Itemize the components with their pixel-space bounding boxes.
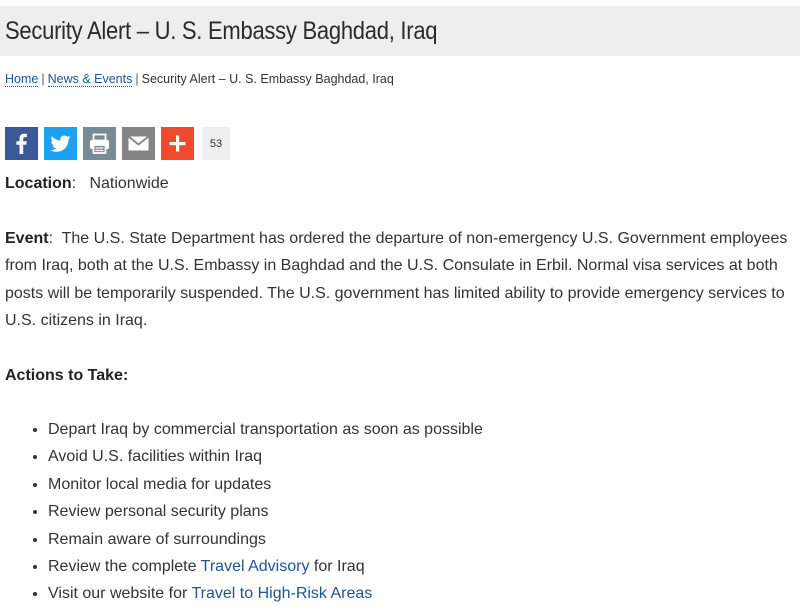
breadcrumb [5,71,394,87]
list-item [48,526,795,553]
article-body [5,170,795,608]
location-line: Location: Nationwide [5,175,169,192]
event-text: The U.S. State Department has ordered the departure of non-emergency U.S. Government employees from Iraq, both at the U.S. Embassy in Baghdad and the U.S. Consulate in Erbil. Normal visa services at both posts will be temporarily suspended. The U.S. government has limited ability to provide emergency services to U.S. citizens in Iraq. [5,229,788,329]
list-item [48,471,795,498]
action-text: Remain aware of surroundings [48,530,266,548]
breadcrumb-current: Security Alert – U. S. Embassy Baghdad, Iraq [141,72,394,86]
list-item [48,553,795,580]
action-text: for Iraq [309,558,365,576]
event-paragraph: Event: The U.S. State Department has ordered the departure of non-emergency U.S. Government employees from Iraq, both at the U.S. Embassy in Baghdad and the U.S. Consulate in Erbil. Normal visa services at both posts will be temporarily suspended. The U.S. government has limited ability to provide emergency services to U.S. citizens in Iraq. [5,229,788,329]
list-item [48,416,795,443]
action-text: Visit our website for [48,585,192,603]
travel-advisory-link[interactable]: Travel Advisory [200,558,310,576]
share-bar [5,127,230,160]
action-text: Monitor local media for updates [48,475,272,493]
action-text: Review personal security plans [48,503,269,521]
twitter-icon [44,127,77,160]
event-label: Event [5,229,49,247]
twitter-share-button[interactable] [44,127,77,160]
more-share-button[interactable] [161,127,194,160]
print-icon [83,127,116,160]
high-risk-areas-link[interactable]: Travel to High-Risk Areas [191,585,373,603]
location-value: Nationwide [89,175,169,192]
breadcrumb-separator: | [41,72,45,86]
print-button[interactable] [83,127,116,160]
page-title: Security Alert – U. S. Embassy Baghdad, Iraq [5,17,438,45]
share-count: 53 [202,127,230,160]
email-icon [122,127,155,160]
plus-icon [161,127,194,160]
facebook-icon [5,127,38,160]
location-label: Location [5,175,72,192]
action-text: Avoid U.S. facilities within Iraq [48,448,263,466]
actions-list [5,416,795,608]
list-item [48,498,795,525]
title-band [0,6,800,56]
breadcrumb-home-link[interactable]: Home [5,72,39,86]
breadcrumb-news-events-link[interactable]: News & Events [47,72,133,86]
facebook-share-button[interactable] [5,127,38,160]
email-share-button[interactable] [122,127,155,160]
actions-heading: Actions to Take: [5,366,129,384]
action-text: Depart Iraq by commercial transportation as soon as possible [48,421,483,438]
list-item [48,443,795,470]
breadcrumb-separator: | [135,72,139,86]
action-text: Review the complete [48,558,201,576]
